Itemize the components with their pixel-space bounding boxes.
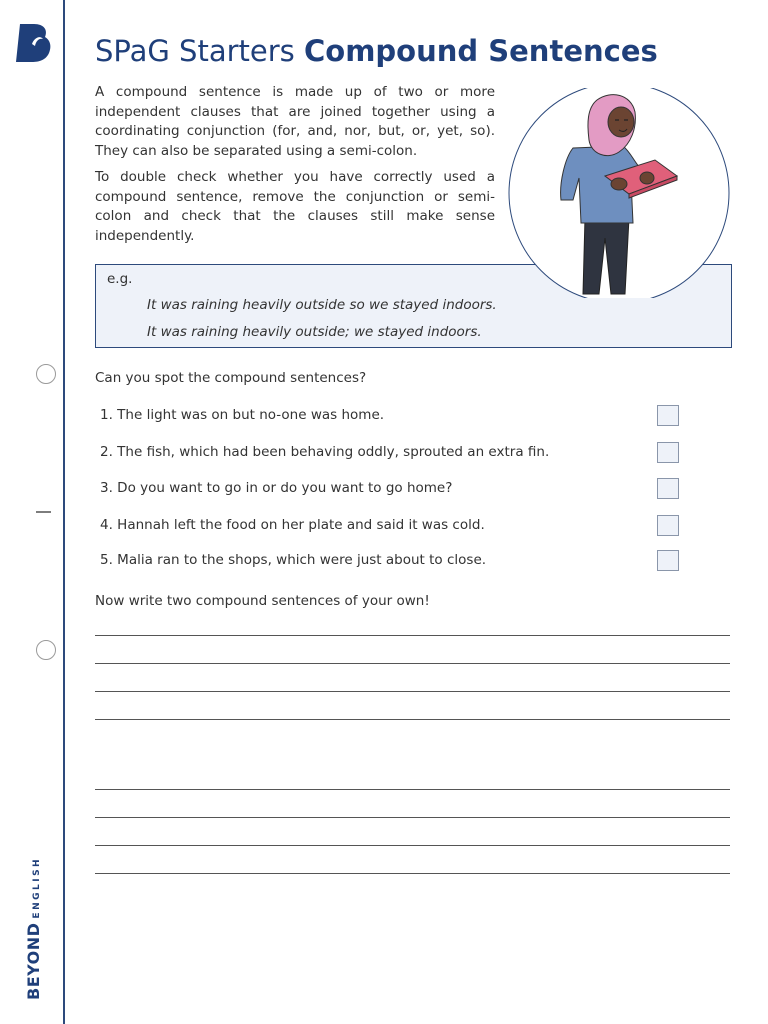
brand-name: BEYOND (24, 922, 43, 1000)
questions-heading: Can you spot the compound sentences? (95, 370, 367, 386)
brand-wordmark (24, 857, 43, 1000)
title-prefix: SPaG Starters (95, 34, 295, 68)
fold-mark (36, 511, 51, 513)
writing-line[interactable] (95, 635, 730, 636)
page-title (95, 34, 658, 68)
writing-line[interactable] (95, 719, 730, 720)
question-text: 1. The light was on but no-one was home. (100, 407, 385, 423)
writing-heading: Now write two compound sentences of your own! (95, 593, 430, 609)
punch-hole-bottom (36, 640, 56, 660)
example-label: e.g. (107, 271, 133, 287)
question-item (95, 515, 685, 539)
intro-paragraph-2: To double check whether you have correctly used a compound sentence, remove the conjunction or semi-colon and check that the clauses still make sense independently. (95, 169, 495, 244)
answer-checkbox[interactable] (657, 550, 679, 571)
example-sentence-1: It was raining heavily outside so we stayed indoors. (147, 297, 497, 313)
question-text: 5. Malia ran to the shops, which were just about to close. (100, 552, 487, 568)
question-item (95, 442, 685, 466)
writing-line[interactable] (95, 663, 730, 664)
girl-reading-illustration (507, 88, 731, 298)
question-text: 4. Hannah left the food on her plate and said it was cold. (100, 517, 485, 533)
beyond-b-logo-icon (14, 22, 52, 64)
writing-line[interactable] (95, 873, 730, 874)
answer-checkbox[interactable] (657, 442, 679, 463)
margin-line (63, 0, 65, 1024)
writing-line[interactable] (95, 845, 730, 846)
brand-sub: ENGLISH (32, 856, 42, 919)
writing-line[interactable] (95, 789, 730, 790)
question-item (95, 550, 685, 574)
question-item (95, 405, 685, 429)
answer-checkbox[interactable] (657, 478, 679, 499)
writing-line[interactable] (95, 817, 730, 818)
intro-text (95, 83, 495, 253)
question-text: 3. Do you want to go in or do you want to go home? (100, 480, 453, 496)
question-item (95, 478, 685, 502)
answer-checkbox[interactable] (657, 405, 679, 426)
punch-hole-top (36, 364, 56, 384)
title-main: Compound Sentences (304, 34, 658, 68)
writing-line[interactable] (95, 691, 730, 692)
question-text: 2. The fish, which had been behaving oddly, sprouted an extra fin. (100, 444, 550, 460)
intro-paragraph-1: A compound sentence is made up of two or more independent clauses that are joined together using a coordinating conjunction (for, and, nor, but, or, yet, so). They can also be separated using a semi-colon. (95, 84, 495, 159)
answer-checkbox[interactable] (657, 515, 679, 536)
example-sentence-2: It was raining heavily outside; we stayed indoors. (147, 324, 482, 340)
